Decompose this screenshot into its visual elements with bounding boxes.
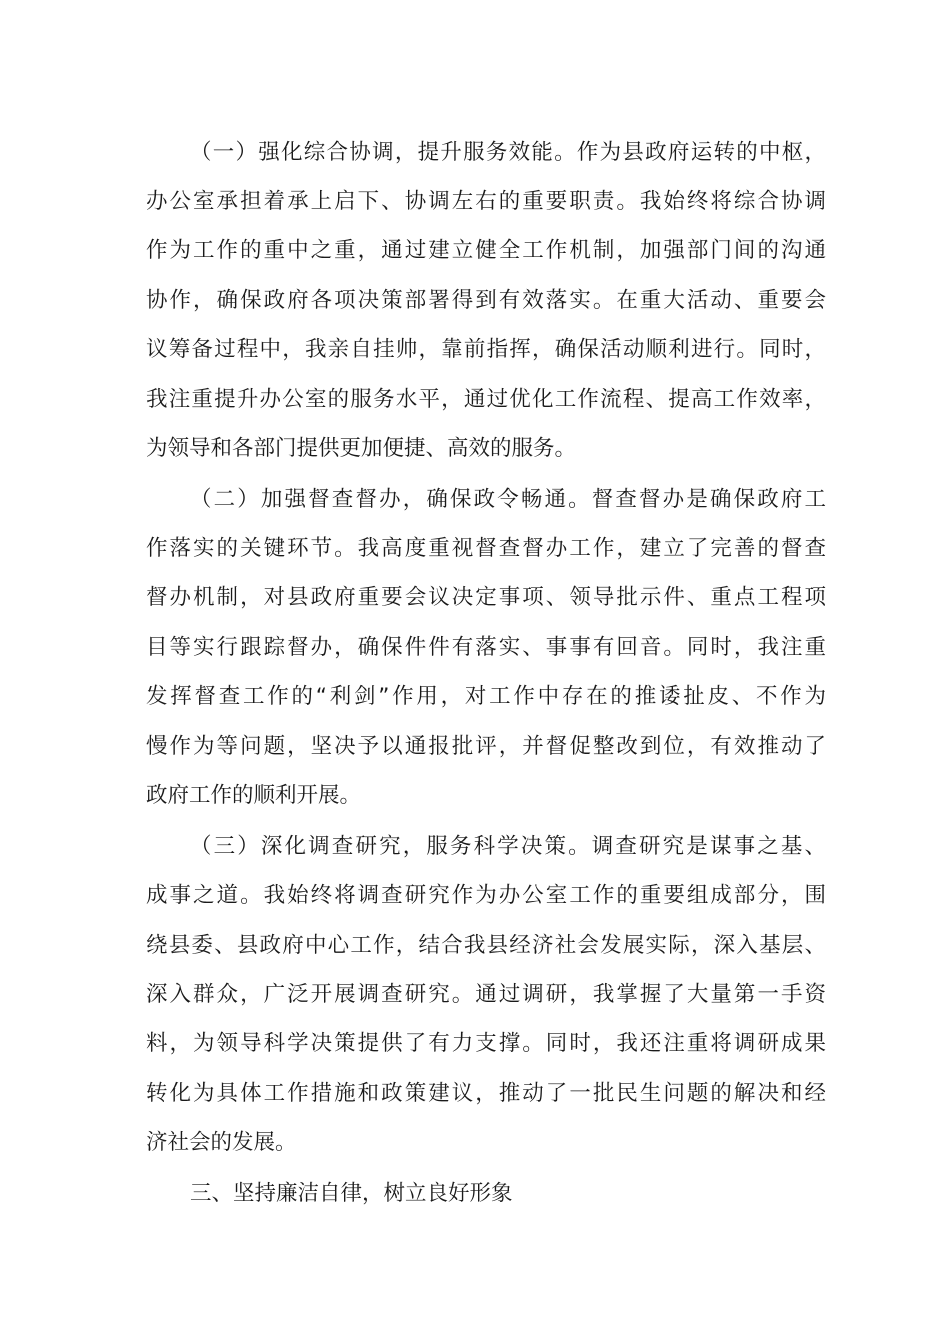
paragraph-1-line-6: 我注重提升办公室的服务水平，通过优化工作流程、提高工作效率， xyxy=(146,387,826,412)
paragraph-2-line-7: 政府工作的顺利开展。 xyxy=(146,783,362,808)
paragraph-3-line-5: 料，为领导科学决策提供了有力支撑。同时，我还注重将调研成果 xyxy=(146,1031,826,1056)
paragraph-1-line-5: 议筹备过程中，我亲自挂帅，靠前指挥，确保活动顺利进行。同时， xyxy=(146,337,826,362)
paragraph-3-line-1: （三）深化调查研究，服务科学决策。调查研究是谋事之基、 xyxy=(190,834,826,859)
paragraph-2-line-5: 发挥督查工作的“利剑”作用，对工作中存在的推诿扯皮、不作为 xyxy=(146,684,826,709)
paragraph-1-line-2: 办公室承担着承上启下、协调左右的重要职责。我始终将综合协调 xyxy=(146,189,826,214)
paragraph-2-line-4: 目等实行跟踪督办，确保件件有落实、事事有回音。同时，我注重 xyxy=(146,635,826,660)
paragraph-1-line-4: 协作，确保政府各项决策部署得到有效落实。在重大活动、重要会 xyxy=(146,288,826,313)
paragraph-1-line-3: 作为工作的重中之重，通过建立健全工作机制，加强部门间的沟通 xyxy=(146,238,826,263)
paragraph-2-line-1: （二）加强督查督办，确保政令畅通。督查督办是确保政府工 xyxy=(190,487,826,512)
paragraph-3-line-4: 深入群众，广泛开展调查研究。通过调研，我掌握了大量第一手资 xyxy=(146,982,826,1007)
paragraph-1-line-7: 为领导和各部门提供更加便捷、高效的服务。 xyxy=(146,436,577,461)
paragraph-3-line-2: 成事之道。我始终将调查研究作为办公室工作的重要组成部分，围 xyxy=(146,883,826,908)
paragraph-3-line-7: 济社会的发展。 xyxy=(146,1130,297,1155)
paragraph-3-line-3: 绕县委、县政府中心工作，结合我县经济社会发展实际，深入基层、 xyxy=(146,933,826,958)
paragraph-2-line-2: 作落实的关键环节。我高度重视督查督办工作，建立了完善的督查 xyxy=(146,536,826,561)
section-heading-3: 三、坚持廉洁自律，树立良好形象 xyxy=(190,1181,513,1206)
paragraph-1-line-1: （一）强化综合协调，提升服务效能。作为县政府运转的中枢， xyxy=(190,140,826,165)
paragraph-3-line-6: 转化为具体工作措施和政策建议，推动了一批民生问题的解决和经 xyxy=(146,1081,826,1106)
paragraph-2-line-6: 慢作为等问题，坚决予以通报批评，并督促整改到位，有效推动了 xyxy=(146,734,826,759)
paragraph-2-line-3: 督办机制，对县政府重要会议决定事项、领导批示件、重点工程项 xyxy=(146,585,826,610)
